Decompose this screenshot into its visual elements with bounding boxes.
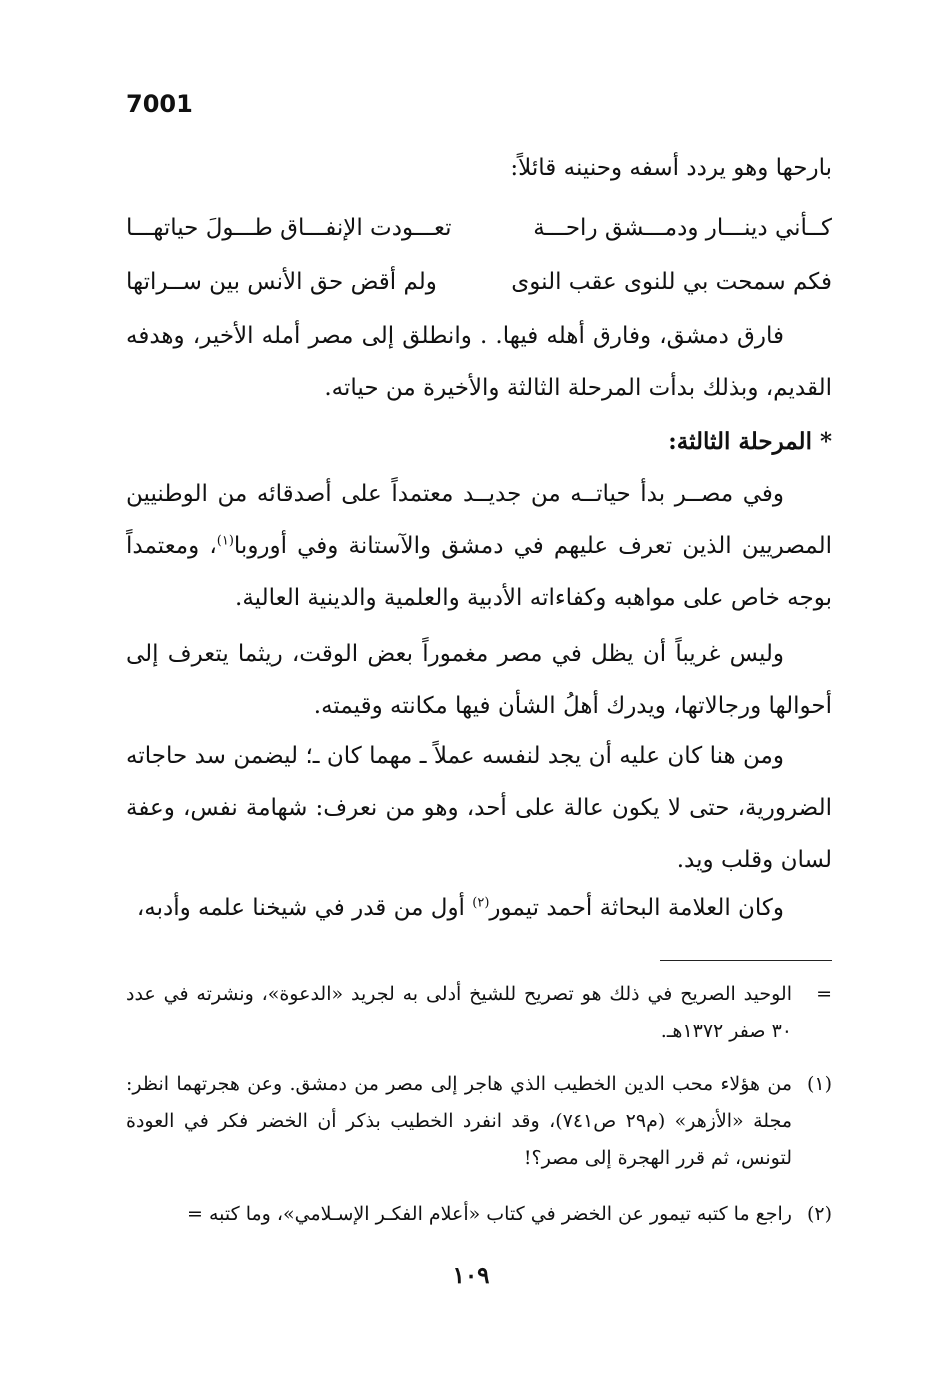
paragraph-egypt-start bbox=[126, 468, 832, 624]
footnote-1 bbox=[126, 1066, 832, 1177]
footnote-continued bbox=[126, 976, 832, 1050]
paragraph-taymur bbox=[126, 882, 832, 934]
paragraph-obscurity: وليس غريباً أن يظل في مصر مغموراً بعض الوقت، ريثما يتعرف إلى أحوالها ورجالاتها، ويدرك أهلُ الشأن فيها مكانته وقيمته. bbox=[126, 641, 832, 719]
paragraph-work: ومن هنا كان عليه أن يجد لنفسه عملاً ـ مهما كان ـ؛ ليضمن سد حاجاته الضرورية، حتى لا يكون عالة على أحد، وهو من نعرف: شهامة نفس، وعفة لسان وقلب ويد. bbox=[126, 743, 832, 873]
footnote-text: الوحيد الصريح في ذلك هو تصريح للشيخ أدلى به لجريد «الدعوة»، ونشرته في عدد ٣٠ صفر ١٣٧٢هـ. bbox=[126, 983, 792, 1042]
verse-second-hemistich: تعـــودت الإنفـــاق طـــولَ حياتهـــا bbox=[126, 215, 452, 241]
verse-row bbox=[126, 208, 832, 248]
page-id: 7001 bbox=[126, 90, 193, 118]
footnote-text: من هؤلاء محب الدين الخطيب الذي هاجر إلى مصر من دمشق. وعن هجرتهما انظر: مجلة «الأزهر» (م٢٩ ص٧٤١)، وقد انفرد الخطيب بذكر أن الخضر فكر في العودة لتونس، ثم قرر الهجرة إلى مصر؟! bbox=[126, 1073, 793, 1169]
intro-line: بارحها وهو يردد أسفه وحنينه قائلاً: bbox=[510, 155, 832, 181]
page-number: ١٠٩ bbox=[452, 1262, 490, 1289]
paragraph-text: ، ومعتمداً بوجه خاص على مواهبه وكفاءاته الأدبية والعلمية والدينية العالية. bbox=[126, 533, 832, 611]
paragraph-text: وكان العلامة البحاثة أحمد تيمور bbox=[489, 895, 784, 921]
footnote-text: راجع ما كتبه تيمور عن الخضر في كتاب «أعلام الفكـر الإسـلامي»، وما كتبه = bbox=[187, 1203, 792, 1225]
verse-row bbox=[126, 262, 832, 302]
footnote-separator bbox=[660, 960, 832, 961]
paragraph-text: أول من قدر في شيخنا علمه وأدبه، bbox=[136, 895, 473, 921]
verse-first-hemistich: فكم سمحت بي للنوى عقب النوى bbox=[511, 269, 832, 295]
paragraph-departure: فارق دمشق، وفارق أهله فيها. . وانطلق إلى مصر أمله الأخير، وهدفه القديم، وبذلك بدأت المرحلة الثالثة والأخيرة من حياته. bbox=[126, 323, 832, 401]
footnote-ref-2: (٢) bbox=[472, 895, 490, 911]
footnote-ref-1: (١) bbox=[216, 533, 234, 549]
verse-first-hemistich: كــأني دينـــار ودمـــشق راحـــة bbox=[533, 215, 832, 241]
section-heading: * المرحلة الثالثة: bbox=[668, 428, 832, 455]
footnote-marker: (١) bbox=[806, 1073, 832, 1095]
footnote-marker: = bbox=[816, 983, 832, 1005]
footnote-2 bbox=[126, 1196, 832, 1233]
footnote-marker: (٢) bbox=[806, 1203, 832, 1225]
paragraph-text: وفي مصــر بدأ حياتــه من جديــد معتمداً على أصدقائه من الوطنيين المصريين الذين تعرف عليهم في دمشق والآستانة وفي أوروبا bbox=[126, 481, 832, 559]
verse-second-hemistich: ولم أقض حق الأنس بين ســراتها bbox=[126, 269, 437, 295]
